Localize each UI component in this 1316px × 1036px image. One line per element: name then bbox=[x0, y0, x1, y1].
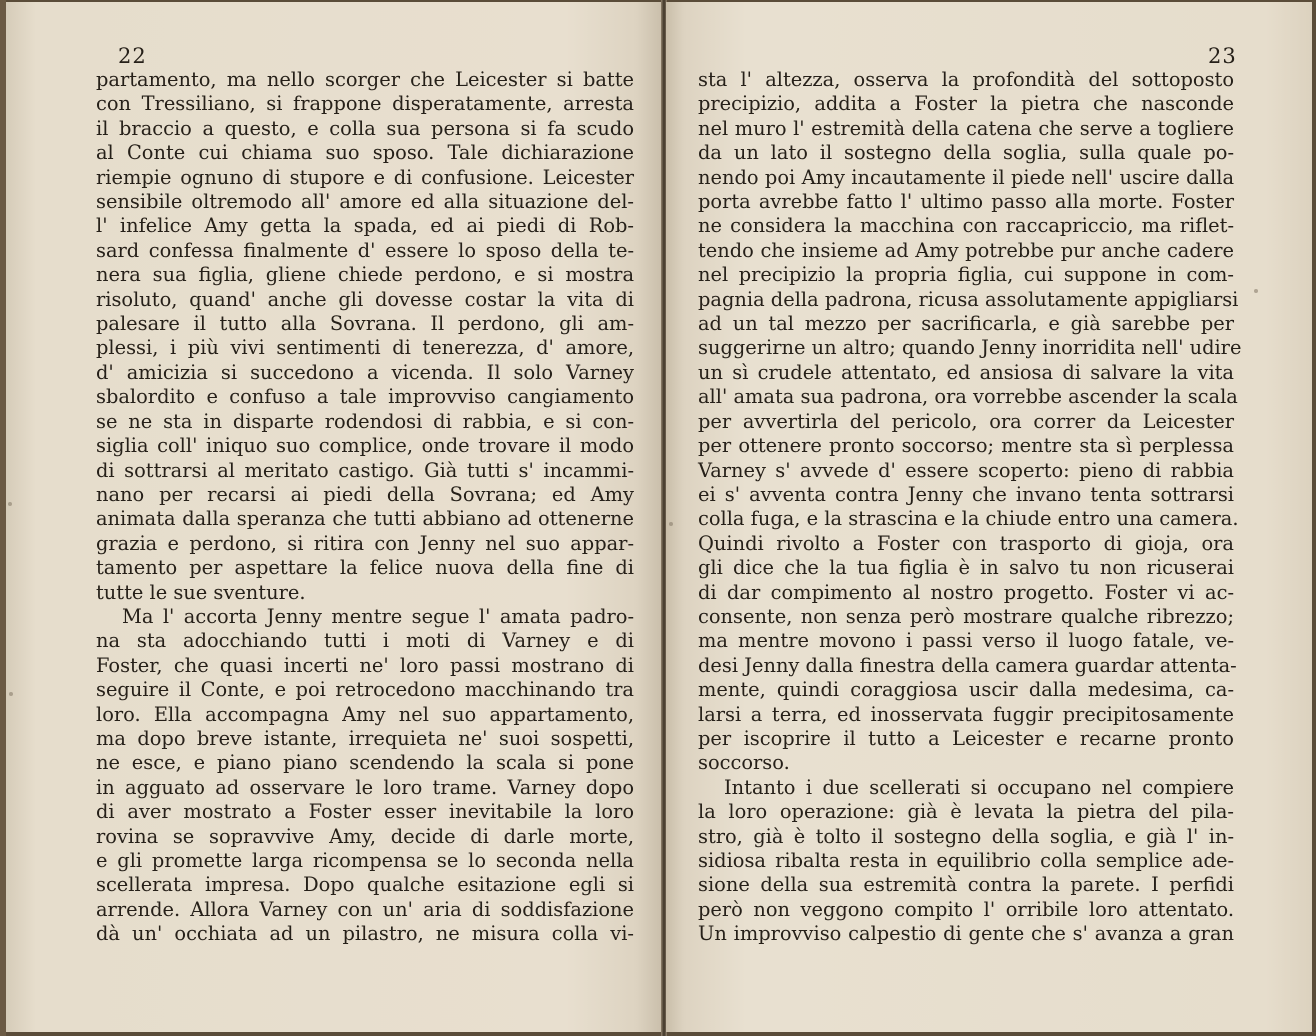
page-number: 23 bbox=[1208, 44, 1237, 68]
text-line: per avvertirla del pericolo, ora correr da Leicester bbox=[698, 409, 1234, 433]
text-line: desi Jenny dalla finestra della camera guardar attenta- bbox=[698, 653, 1237, 677]
text-line: da un lato il sostegno della soglia, sulla quale po- bbox=[698, 141, 1234, 165]
text-line: sbalordito e confuso a tale improvviso cangiamento bbox=[96, 385, 634, 409]
text-line: colla fuga, e la strascina e la chiude entro una camera. bbox=[698, 507, 1239, 531]
text-line: arrende. Allora Varney con un' aria di soddisfazione bbox=[96, 897, 634, 921]
text-line: Varney s' avvede d' essere scoperto: pieno di rabbia bbox=[698, 458, 1234, 482]
right-page bbox=[666, 2, 1312, 1032]
ink-spot bbox=[669, 522, 673, 526]
page-body-text bbox=[698, 68, 1242, 947]
text-line: consente, non senza però mostrare qualche ribrezzo; bbox=[698, 604, 1234, 628]
text-line: rovina se sopravvive Amy, decide di darle morte, bbox=[96, 824, 634, 848]
text-line: Foster, che quasi incerti ne' loro passi mostrano di bbox=[96, 653, 634, 677]
text-line: ma mentre movono i passi verso il luogo fatale, ve- bbox=[698, 629, 1234, 653]
text-line: tutte le sue sventure. bbox=[96, 580, 306, 604]
text-line: in agguato ad osservare le loro trame. Varney dopo bbox=[96, 775, 634, 799]
text-line: palesare il tutto alla Sovrana. Il perdono, gli am- bbox=[96, 312, 634, 336]
text-line: loro. Ella accompagna Amy nel suo appartamento, bbox=[96, 702, 634, 726]
text-line: al Conte cui chiama suo sposo. Tale dichiarazione bbox=[96, 141, 634, 165]
text-line: na sta adocchiando tutti i moti di Varney e di bbox=[96, 629, 634, 653]
text-line: ei s' avventa contra Jenny che invano tenta sottrarsi bbox=[698, 482, 1234, 506]
page-body-text bbox=[96, 68, 634, 947]
text-line: dà un' occhiata ad un pilastro, ne misura colla vi- bbox=[96, 922, 634, 946]
ink-spot bbox=[1254, 289, 1258, 293]
text-line: ad un tal mezzo per sacrificarla, e già sarebbe per bbox=[698, 312, 1234, 336]
ink-spot bbox=[8, 502, 12, 506]
text-line: all' amata sua padrona, ora vorrebbe ascender la scala bbox=[698, 385, 1238, 409]
text-line: Ma l' accorta Jenny mentre segue l' amata padro- bbox=[122, 604, 634, 628]
text-line: Intanto i due scellerati si occupano nel compiere bbox=[724, 775, 1234, 799]
text-line: Un improvviso calpestio di gente che s' avanza a gran bbox=[698, 922, 1234, 946]
text-line: un sì crudele attentato, ed ansiosa di salvare la vita bbox=[698, 360, 1234, 384]
text-line: porta avrebbe fatto l' ultimo passo alla morte. Foster bbox=[698, 190, 1234, 214]
text-line: suggerirne un altro; quando Jenny inorridita nell' udire bbox=[698, 336, 1242, 360]
text-line: nel muro l' estremità della catena che serve a togliere bbox=[698, 116, 1234, 140]
text-line: di dar compimento al nostro progetto. Foster vi ac- bbox=[698, 580, 1234, 604]
text-line: tendo che insieme ad Amy potrebbe pur anche cadere bbox=[698, 238, 1234, 262]
text-line: scellerata impresa. Dopo qualche esitazione egli si bbox=[96, 873, 634, 897]
ink-spot bbox=[9, 692, 13, 696]
text-line: nano per recarsi ai piedi della Sovrana; ed Amy bbox=[96, 482, 634, 506]
text-line: e gli promette larga ricompensa se lo seconda nella bbox=[96, 849, 634, 872]
text-line: gli dice che la tua figlia è in salvo tu non ricuserai bbox=[698, 556, 1234, 580]
text-line: di aver mostrato a Foster esser inevitabile la loro bbox=[96, 800, 634, 824]
text-line: nera sua figlia, gliene chiede perdono, e si mostra bbox=[96, 263, 634, 287]
text-line: l' infelice Amy getta la spada, ed ai piedi di Rob- bbox=[96, 214, 634, 238]
text-line: riempie ognuno di stupore e di confusione. Leicester bbox=[96, 165, 634, 189]
text-line: plessi, i più vivi sentimenti di tenerezza, d' amore, bbox=[96, 336, 634, 360]
text-line: sensibile oltremodo all' amore ed alla situazione del- bbox=[96, 190, 634, 214]
text-line: nendo poi Amy incautamente il piede nell' uscire dalla bbox=[698, 165, 1234, 189]
text-line: per ottenere pronto soccorso; mentre sta sì perplessa bbox=[698, 434, 1234, 458]
text-line: grazia e perdono, si ritira con Jenny nel suo appar- bbox=[96, 531, 634, 555]
text-line: soccorso. bbox=[698, 751, 790, 775]
text-line: ne esce, e piano piano scendendo la scala si pone bbox=[96, 751, 634, 775]
text-line: sidiosa ribalta resta in equilibrio colla semplice ade- bbox=[698, 849, 1234, 872]
text-line: però non veggono compito l' orribile loro attentato. bbox=[698, 897, 1234, 921]
text-line: partamento, ma nello scorger che Leicester si batte bbox=[96, 68, 634, 91]
text-line: animata dalla speranza che tutti abbiano ad ottenerne bbox=[96, 507, 634, 531]
text-line: larsi a terra, ed inosservata fuggir precipitosamente bbox=[698, 702, 1234, 726]
text-line: se ne sta in disparte rodendosi di rabbia, e si con- bbox=[96, 409, 634, 433]
text-line: la loro operazione: già è levata la pietra del pila- bbox=[698, 800, 1234, 824]
text-line: stro, già è tolto il sostegno della soglia, e già l' in- bbox=[698, 824, 1234, 848]
text-line: di sottrarsi al meritato castigo. Già tutti s' incammi- bbox=[96, 458, 634, 482]
text-line: siglia coll' iniquo suo complice, onde trovare il modo bbox=[96, 434, 634, 458]
left-page bbox=[6, 2, 664, 1032]
text-line: Quindi rivolto a Foster con trasporto di gioja, ora bbox=[698, 531, 1234, 555]
text-line: ma dopo breve istante, irrequieta ne' suoi sospetti, bbox=[96, 726, 634, 750]
text-line: pagnia della padrona, ricusa assolutamente appigliarsi bbox=[698, 287, 1239, 311]
text-line: per iscoprire il tutto a Leicester e recarne pronto bbox=[698, 726, 1234, 750]
text-line: ne considera la macchina con raccapriccio, ma riflet- bbox=[698, 214, 1234, 238]
text-line: sione della sua estremità contra la parete. I perfidi bbox=[698, 873, 1234, 897]
page-number: 22 bbox=[118, 44, 147, 68]
text-line: sard confessa finalmente d' essere lo sposo della te- bbox=[96, 238, 634, 262]
text-line: nel precipizio la propria figlia, cui suppone in com- bbox=[698, 263, 1234, 287]
text-line: seguire il Conte, e poi retrocedono macchinando tra bbox=[96, 678, 634, 702]
text-line: il braccio a questo, e colla sua persona si fa scudo bbox=[96, 116, 634, 140]
text-line: con Tressiliano, si frappone disperatamente, arresta bbox=[96, 92, 634, 116]
text-line: mente, quindi coraggiosa uscir dalla medesima, ca- bbox=[698, 678, 1234, 702]
text-line: sta l' altezza, osserva la profondità del sottoposto bbox=[698, 68, 1234, 91]
text-line: precipizio, addita a Foster la pietra che nasconde bbox=[698, 92, 1234, 116]
text-line: tamento per aspettare la felice nuova della fine di bbox=[96, 556, 634, 580]
text-line: risoluto, quand' anche gli dovesse costar la vita di bbox=[96, 287, 634, 311]
text-line: d' amicizia si succedono a vicenda. Il solo Varney bbox=[96, 360, 634, 384]
